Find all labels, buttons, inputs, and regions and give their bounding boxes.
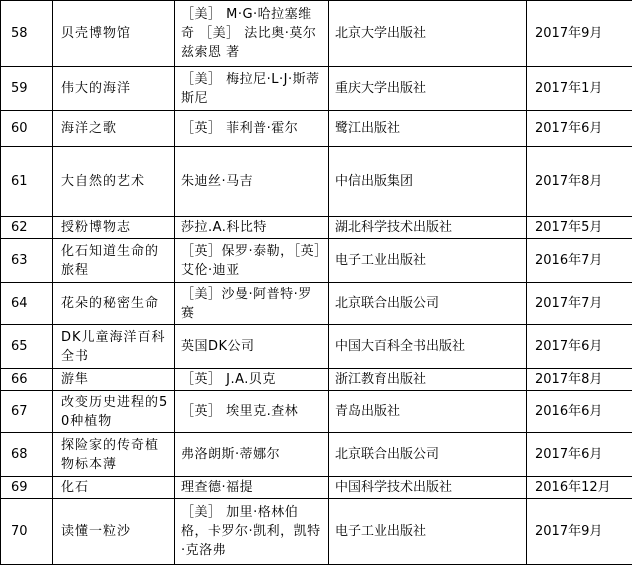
book-publisher: 电子工业出版社 xyxy=(329,499,527,565)
book-author: 理查德·福提 xyxy=(175,477,329,499)
book-title: 花朵的秘密生命 xyxy=(53,283,175,325)
row-number: 64 xyxy=(1,283,53,325)
row-number: 60 xyxy=(1,111,53,147)
publish-date: 2017年8月 xyxy=(527,369,632,391)
book-publisher: 北京联合出版公司 xyxy=(329,433,527,477)
table-row xyxy=(1,391,632,433)
book-title: 海洋之歌 xyxy=(53,111,175,147)
row-number: 62 xyxy=(1,217,53,239)
publish-date: 2017年6月 xyxy=(527,325,632,369)
table-row xyxy=(1,147,632,217)
book-title: 改变历史进程的50种植物 xyxy=(53,391,175,433)
book-title: 大自然的艺术 xyxy=(53,147,175,217)
book-title: 伟大的海洋 xyxy=(53,67,175,111)
table-row xyxy=(1,325,632,369)
book-author: 英国DK公司 xyxy=(175,325,329,369)
publish-date: 2017年1月 xyxy=(527,67,632,111)
publish-date: 2017年9月 xyxy=(527,1,632,67)
table-row xyxy=(1,499,632,565)
book-author: ［美］ M·G·哈拉塞维奇 ［美］ 法比奥·莫尔兹索恩 著 xyxy=(175,1,329,67)
book-author: ［美］ 梅拉尼·L·J·斯蒂斯尼 xyxy=(175,67,329,111)
book-title: 授粉博物志 xyxy=(53,217,175,239)
table-row xyxy=(1,1,632,67)
book-title: DK儿童海洋百科全书 xyxy=(53,325,175,369)
book-title: 化石 xyxy=(53,477,175,499)
book-publisher: 北京大学出版社 xyxy=(329,1,527,67)
row-number: 58 xyxy=(1,1,53,67)
row-number: 59 xyxy=(1,67,53,111)
book-author: ［英］ J.A.贝克 xyxy=(175,369,329,391)
publish-date: 2017年6月 xyxy=(527,433,632,477)
book-title: 读懂一粒沙 xyxy=(53,499,175,565)
book-title: 贝壳博物馆 xyxy=(53,1,175,67)
book-publisher: 浙江教育出版社 xyxy=(329,369,527,391)
table-row xyxy=(1,369,632,391)
publish-date: 2016年12月 xyxy=(527,477,632,499)
book-publisher: 中信出版集团 xyxy=(329,147,527,217)
book-author: ［美］沙曼·阿普特·罗赛 xyxy=(175,283,329,325)
book-title: 化石知道生命的旅程 xyxy=(53,239,175,283)
row-number: 65 xyxy=(1,325,53,369)
book-publisher: 湖北科学技术出版社 xyxy=(329,217,527,239)
table-row xyxy=(1,283,632,325)
table-row xyxy=(1,217,632,239)
book-publisher: 青岛出版社 xyxy=(329,391,527,433)
book-author: ［英］ 菲利普·霍尔 xyxy=(175,111,329,147)
row-number: 66 xyxy=(1,369,53,391)
row-number: 67 xyxy=(1,391,53,433)
row-number: 63 xyxy=(1,239,53,283)
publish-date: 2016年7月 xyxy=(527,239,632,283)
publish-date: 2017年9月 xyxy=(527,499,632,565)
table-row xyxy=(1,477,632,499)
publish-date: 2017年6月 xyxy=(527,111,632,147)
publish-date: 2017年5月 xyxy=(527,217,632,239)
row-number: 70 xyxy=(1,499,53,565)
book-title: 探险家的传奇植物标本薄 xyxy=(53,433,175,477)
book-publisher: 重庆大学出版社 xyxy=(329,67,527,111)
table-row xyxy=(1,433,632,477)
book-title: 游隼 xyxy=(53,369,175,391)
book-publisher: 电子工业出版社 xyxy=(329,239,527,283)
row-number: 68 xyxy=(1,433,53,477)
publish-date: 2017年7月 xyxy=(527,283,632,325)
book-author: ［美］ 加里·格林伯格，卡罗尔·凯利，凯特·克洛弗 xyxy=(175,499,329,565)
book-publisher: 中国科学技术出版社 xyxy=(329,477,527,499)
book-publisher: 北京联合出版公司 xyxy=(329,283,527,325)
table-row xyxy=(1,67,632,111)
publish-date: 2016年6月 xyxy=(527,391,632,433)
row-number: 61 xyxy=(1,147,53,217)
book-author: 莎拉.A.科比特 xyxy=(175,217,329,239)
book-author: 朱迪丝·马吉 xyxy=(175,147,329,217)
table-row xyxy=(1,111,632,147)
book-author: 弗洛朗斯·蒂娜尔 xyxy=(175,433,329,477)
book-author: ［英］ 埃里克.查林 xyxy=(175,391,329,433)
row-number: 69 xyxy=(1,477,53,499)
book-author: ［英］保罗·泰勒，［英］艾伦·迪亚 xyxy=(175,239,329,283)
table-row xyxy=(1,239,632,283)
book-publisher: 中国大百科全书出版社 xyxy=(329,325,527,369)
book-publisher: 鹭江出版社 xyxy=(329,111,527,147)
publish-date: 2017年8月 xyxy=(527,147,632,217)
